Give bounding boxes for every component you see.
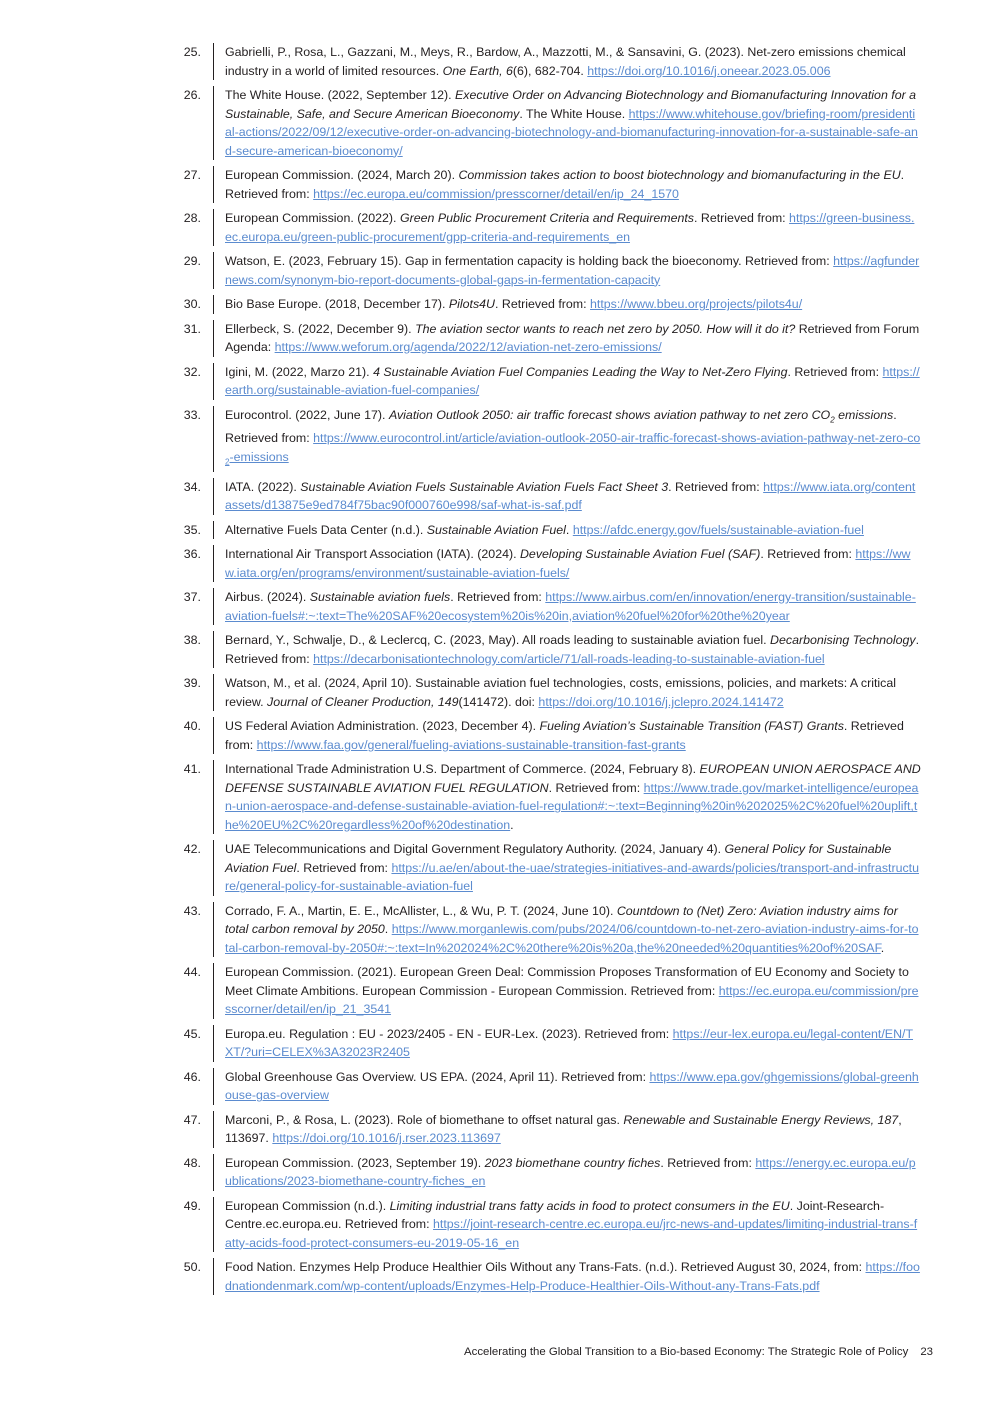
reference-segment: Global Greenhouse Gas Overview. US EPA. (2024, April 11). Retrieved from:	[225, 1069, 650, 1084]
reference-number: 47.	[183, 1112, 201, 1127]
reference-segment: European Commission. (2021). European Green Deal: Commission Proposes Transformation of EU Economy and Society to Meet Climate Ambitions. European Commission - European Commission. Retrieved from:	[225, 965, 909, 998]
reference-segment: US Federal Aviation Administration. (2023, December 4).	[225, 719, 540, 734]
reference-list	[0, 43, 992, 1301]
reference-item	[0, 963, 992, 1019]
footer-title: Accelerating the Global Transition to a Bio-based Economy:	[464, 1346, 765, 1358]
reference-text	[213, 1197, 921, 1253]
reference-italic-text: Decarbonising Technology	[770, 633, 916, 648]
reference-italic-text: General Policy for Sustainable Aviation Fuel	[225, 842, 892, 875]
reference-text	[213, 320, 921, 357]
reference-italic-text: Green Public Procurement Criteria and Requirements	[399, 211, 695, 225]
reference-segment: Corrado, F. A., Martin, E. E., McAllister, L., & Wu, P. T. (2024, June 10).	[225, 903, 617, 918]
reference-segment: International Trade Administration U.S. Department of Commerce. (2024, February 8).	[225, 762, 700, 777]
reference-number: 48.	[183, 1155, 201, 1170]
reference-text	[213, 209, 921, 246]
reference-link[interactable]: https://energy.ec.europa.eu/publications/2023-biomethane-country-fiches_en	[225, 1155, 916, 1189]
reference-italic-text: Journal of Cleaner Production, 149	[267, 694, 459, 709]
reference-number: 27.	[183, 168, 201, 182]
reference-italic-text: Executive Order on Advancing Biotechnology and Biomanufacturing Innovation for a Sustainable, Safe, and Secure American Bioeconomy	[225, 88, 917, 121]
reference-segment: Food Nation. Enzymes Help Produce Healthier Oils Without any Trans-Fats. (n.d.). Retrieved August 30, 2024, from:	[225, 1260, 866, 1275]
reference-item	[0, 1258, 992, 1295]
reference-italic-text: EUROPEAN UNION AEROSPACE AND DEFENSE SUSTAINABLE AVIATION FUEL REGULATION	[225, 762, 921, 795]
reference-italic-text: 2023 biomethane country fiches	[484, 1155, 661, 1170]
reference-link[interactable]: https://ec.europa.eu/commission/presscorner/detail/en/ip_24_1570	[313, 186, 679, 201]
reference-item	[0, 840, 992, 896]
reference-segment: Igini, M. (2022, Marzo 21).	[225, 364, 374, 379]
reference-text	[213, 902, 921, 958]
reference-text	[213, 674, 921, 711]
reference-link[interactable]: https://agfundernews.com/synonym-bio-report-documents-global-gaps-in-fermentation-capacity	[225, 254, 920, 287]
reference-link[interactable]: https://decarbonisationtechnology.com/article/71/all-roads-leading-to-sustainable-aviation-fuel	[313, 651, 825, 666]
reference-segment: . Retrieved from:	[450, 590, 546, 605]
reference-link[interactable]: https://afdc.energy.gov/fuels/sustainable-aviation-fuel	[572, 522, 864, 537]
reference-number: 32.	[183, 364, 201, 379]
reference-text	[213, 478, 921, 515]
reference-segment: Eurocontrol. (2022, June 17).	[225, 407, 389, 422]
reference-text	[213, 631, 921, 668]
reference-text	[213, 406, 921, 472]
reference-link[interactable]: -emissions	[229, 449, 289, 464]
reference-link[interactable]: https://www.eurocontrol.int/article/aviation-outlook-2050-air-traffic-forecast-shows-aviation-pathway-net-zero-co	[313, 431, 921, 446]
reference-link[interactable]: https://www.trade.gov/market-intelligence/european-union-aerospace-and-defense-sustainable-aviation-fuel-regulation#:~:text=Beginning%20in%202025%2C%20fuel%20uplift,the%20EU%2C%20regardless%20of%20destination	[225, 780, 919, 832]
reference-text	[213, 363, 921, 400]
reference-link[interactable]: https://www.iata.org/contentassets/d13875e9ed784f75bac90f000760e998/saf-what-is-saf.pdf	[225, 479, 916, 513]
reference-segment: The White House. (2022, September 12).	[225, 88, 456, 102]
reference-segment: (141472). doi:	[458, 694, 539, 709]
reference-item	[0, 760, 992, 834]
reference-segment: Retrieved from Forum Agenda:	[225, 321, 920, 354]
reference-number: 42.	[183, 842, 201, 857]
reference-item	[0, 363, 992, 400]
reference-number: 45.	[183, 1026, 201, 1041]
reference-number: 41.	[183, 762, 201, 777]
reference-segment: Bernard, Y., Schwalje, D., & Leclercq, C. (2023, May). All roads leading to sustainable aviation fuel.	[225, 633, 771, 648]
reference-segment: . Retrieved from:	[660, 1155, 756, 1170]
reference-item	[0, 1111, 992, 1148]
reference-link[interactable]: https://doi.org/10.1016/j.jclepro.2024.141472	[538, 694, 784, 709]
reference-segment: (6), 682-704.	[512, 63, 588, 78]
reference-segment: . Retrieved from:	[668, 479, 764, 494]
reference-item	[0, 252, 992, 289]
reference-number: 37.	[183, 590, 201, 605]
reference-number: 49.	[183, 1198, 201, 1213]
reference-number: 30.	[183, 297, 201, 311]
reference-text	[213, 588, 921, 625]
reference-item	[0, 545, 992, 582]
reference-item	[0, 86, 992, 160]
reference-link[interactable]: https://doi.org/10.1016/j.oneear.2023.05.006	[587, 63, 831, 78]
reference-italic-text: emissions	[834, 407, 894, 422]
reference-number: 43.	[183, 903, 201, 918]
reference-item	[0, 320, 992, 357]
reference-segment: .	[880, 940, 885, 955]
reference-text	[213, 1111, 921, 1148]
reference-italic-text: Pilots4U	[448, 297, 495, 311]
reference-number: 36.	[183, 547, 201, 562]
reference-segment: European Commission (n.d.).	[225, 1198, 390, 1213]
reference-number: 31.	[183, 321, 201, 336]
reference-text	[213, 840, 921, 896]
reference-link[interactable]: https://doi.org/10.1016/j.rser.2023.113697	[272, 1131, 501, 1146]
reference-link[interactable]: https://www.iata.org/en/programs/environment/sustainable-aviation-fuels/	[225, 547, 911, 580]
page-footer	[464, 1346, 933, 1358]
reference-item	[0, 1154, 992, 1191]
reference-item	[0, 717, 992, 754]
reference-link[interactable]: https://earth.org/sustainable-aviation-fuel-companies/	[225, 364, 920, 397]
reference-link[interactable]: https://joint-research-centre.ec.europa.eu/jrc-news-and-updates/limiting-industrial-trans-fatty-acids-food-protect-consumers-eu-2019-05-16_en	[225, 1217, 918, 1250]
reference-segment: . The White House.	[519, 106, 629, 121]
reference-text	[213, 717, 921, 754]
reference-segment: .	[384, 922, 392, 937]
reference-item	[0, 521, 992, 540]
reference-item	[0, 902, 992, 958]
reference-number: 29.	[183, 254, 201, 268]
reference-italic-text: Developing Sustainable Aviation Fuel (SAF)	[519, 547, 761, 562]
reference-link[interactable]: https://www.epa.gov/ghgemissions/global-greenhouse-gas-overview	[225, 1069, 919, 1103]
reference-segment: . Retrieved from:	[225, 719, 904, 752]
reference-segment: . Retrieved from:	[494, 297, 591, 311]
reference-item	[0, 209, 992, 246]
reference-link[interactable]: https://www.whitehouse.gov/briefing-room/presidential-actions/2022/09/12/executive-order-on-advancing-biotechnology-and-biomanufacturing-innovation-for-a-sustainable-safe-and-secure-american-bioeconomy/	[225, 106, 918, 158]
reference-link[interactable]: https://www.bbeu.org/projects/pilots4u/	[590, 297, 803, 311]
reference-segment: Marconi, P., & Rosa, L. (2023). Role of biomethane to offset natural gas.	[225, 1112, 624, 1127]
reference-link[interactable]: 2	[225, 457, 230, 467]
reference-segment: European Commission. (2022).	[225, 211, 400, 225]
reference-item	[0, 478, 992, 515]
reference-text	[213, 521, 921, 540]
reference-text	[213, 252, 921, 289]
reference-segment: European Commission. (2024, March 20).	[225, 168, 459, 182]
reference-segment: , 113697.	[225, 1112, 902, 1146]
reference-segment: . Retrieved from:	[225, 168, 905, 201]
reference-italic-text: One Earth, 6	[442, 63, 513, 78]
reference-segment: Airbus. (2024).	[225, 590, 310, 605]
reference-segment: Watson, M., et al. (2024, April 10). Sustainable aviation fuel technologies, costs, emissions, policies, and markets: A critical review.	[225, 676, 897, 709]
reference-link[interactable]: https://green-business.ec.europa.eu/green-public-procurement/gpp-criteria-and-requirements_en	[225, 211, 915, 244]
reference-number: 44.	[183, 965, 201, 980]
reference-italic-text: Sustainable Aviation Fuel	[426, 522, 566, 537]
reference-number: 46.	[183, 1069, 201, 1084]
reference-italic-text: 4 Sustainable Aviation Fuel Companies Leading the Way to Net-Zero Flying	[373, 364, 788, 379]
reference-item	[0, 43, 992, 80]
reference-italic-text: Fueling Aviation’s Sustainable Transition (FAST) Grants	[539, 719, 844, 734]
reference-item	[0, 631, 992, 668]
reference-text	[213, 86, 921, 160]
reference-text	[213, 1154, 921, 1191]
reference-subscript: 2	[830, 414, 835, 424]
reference-link[interactable]: https://www.airbus.com/en/innovation/energy-transition/sustainable-aviation-fuels#:~:text=The%20SAF%20ecosystem%20is%20in,aviation%20fuel%20for%20the%20year	[225, 590, 916, 623]
reference-link[interactable]: https://eur-lex.europa.eu/legal-content/EN/TXT/?uri=CELEX%3A32023R2405	[225, 1026, 914, 1060]
reference-text	[213, 166, 921, 203]
reference-item	[0, 406, 992, 472]
reference-segment: .	[565, 522, 573, 537]
reference-item	[0, 1025, 992, 1062]
reference-text	[213, 43, 921, 80]
reference-link[interactable]: https://www.faa.gov/general/fueling-aviations-sustainable-transition-fast-grants	[256, 737, 686, 752]
reference-segment: Gabrielli, P., Rosa, L., Gazzani, M., Meys, R., Bardow, A., Mazzotti, M., & Sansavini, G. (2023). Net-zero emissions chemical industry in a world of limited resources.	[225, 45, 906, 78]
reference-link[interactable]: https://www.weforum.org/agenda/2022/12/aviation-net-zero-emissions/	[274, 340, 662, 354]
reference-number: 40.	[183, 719, 201, 734]
reference-segment: Bio Base Europe. (2018, December 17).	[225, 297, 449, 311]
reference-segment: . Retrieved from:	[225, 407, 897, 446]
reference-segment: European Commission. (2023, September 19).	[225, 1155, 485, 1170]
reference-item	[0, 166, 992, 203]
reference-link[interactable]: https://www.morganlewis.com/pubs/2024/06/countdown-to-net-zero-aviation-industry-aims-for-total-carbon-removal-by-2050#:~:text=In%202024%2C%20there%20is%20a,the%20needed%20quantities%20of%20SAF	[225, 922, 919, 955]
reference-number: 35.	[183, 522, 201, 537]
reference-text	[213, 545, 921, 582]
reference-segment: . Retrieved from:	[787, 364, 883, 379]
reference-segment: . Retrieved from:	[548, 780, 644, 795]
footer-subtitle: The Strategic Role of Policy	[764, 1346, 909, 1358]
reference-item	[0, 1197, 992, 1253]
reference-italic-text: The aviation sector wants to reach net zero by 2050. How will it do it?	[415, 321, 796, 336]
reference-number: 50.	[183, 1260, 201, 1275]
reference-number: 33.	[183, 407, 201, 422]
reference-item	[0, 588, 992, 625]
reference-link[interactable]: https://foodnationdenmark.com/wp-content/uploads/Enzymes-Help-Produce-Healthier-Oils-Without-any-Trans-Fats.pdf	[225, 1260, 920, 1293]
reference-item	[0, 1068, 992, 1105]
reference-number: 38.	[183, 633, 201, 648]
reference-segment: Ellerbeck, S. (2022, December 9).	[225, 321, 416, 336]
reference-italic-text: Countdown to (Net) Zero: Aviation industry aims for total carbon removal by 2050	[225, 903, 898, 937]
reference-text	[213, 963, 921, 1019]
reference-segment: . Retrieved from:	[296, 860, 392, 875]
reference-segment: . Retrieved from:	[694, 211, 790, 225]
reference-number: 39.	[183, 676, 201, 691]
reference-number: 28.	[183, 211, 201, 225]
page-number: 23	[920, 1346, 933, 1358]
reference-text	[213, 295, 921, 314]
reference-text	[213, 1025, 921, 1062]
reference-segment: . Retrieved from:	[760, 547, 856, 562]
reference-item	[0, 295, 992, 314]
reference-item	[0, 674, 992, 711]
reference-italic-text: Limiting industrial trans fatty acids in food to protect consumers in the EU	[389, 1198, 790, 1213]
reference-segment: Watson, E. (2023, February 15). Gap in fermentation capacity is holding back the bioeconomy. Retrieved from:	[225, 254, 834, 268]
reference-link[interactable]: https://u.ae/en/about-the-uae/strategies-initiatives-and-awards/policies/transport-and-infrastructure/general-policy-for-sustainable-aviation-fuel	[225, 860, 920, 894]
reference-italic-text: Aviation Outlook 2050: air traffic forecast shows aviation pathway to net zero CO	[388, 407, 831, 422]
reference-link[interactable]: https://ec.europa.eu/commission/presscorner/detail/en/ip_21_3541	[225, 983, 919, 1017]
reference-segment: IATA. (2022).	[225, 479, 301, 494]
reference-italic-text: Commission takes action to boost biotechnology and biomanufacturing in the EU	[458, 168, 901, 182]
reference-italic-text: Sustainable aviation fuels	[309, 590, 451, 605]
reference-text	[213, 760, 921, 834]
reference-italic-text: Renewable and Sustainable Energy Reviews, 187	[623, 1112, 899, 1127]
reference-segment: UAE Telecommunications and Digital Government Regulatory Authority. (2024, January 4).	[225, 842, 725, 857]
reference-segment: Europa.eu. Regulation : EU - 2023/2405 - EN - EUR-Lex. (2023). Retrieved from:	[225, 1026, 673, 1041]
reference-segment: Alternative Fuels Data Center (n.d.).	[225, 522, 427, 537]
reference-number: 34.	[183, 479, 201, 494]
reference-number: 26.	[183, 88, 201, 102]
reference-number: 25.	[183, 45, 201, 59]
reference-segment: . Joint-Research-Centre.ec.europa.eu. Retrieved from:	[225, 1198, 885, 1232]
reference-segment: International Air Transport Association (IATA). (2024).	[225, 547, 520, 562]
reference-text	[213, 1068, 921, 1105]
reference-text	[213, 1258, 921, 1295]
reference-segment: . Retrieved from:	[225, 633, 920, 666]
reference-segment: .	[510, 817, 514, 832]
reference-italic-text: Sustainable Aviation Fuels Sustainable Aviation Fuels Fact Sheet 3	[300, 479, 669, 494]
